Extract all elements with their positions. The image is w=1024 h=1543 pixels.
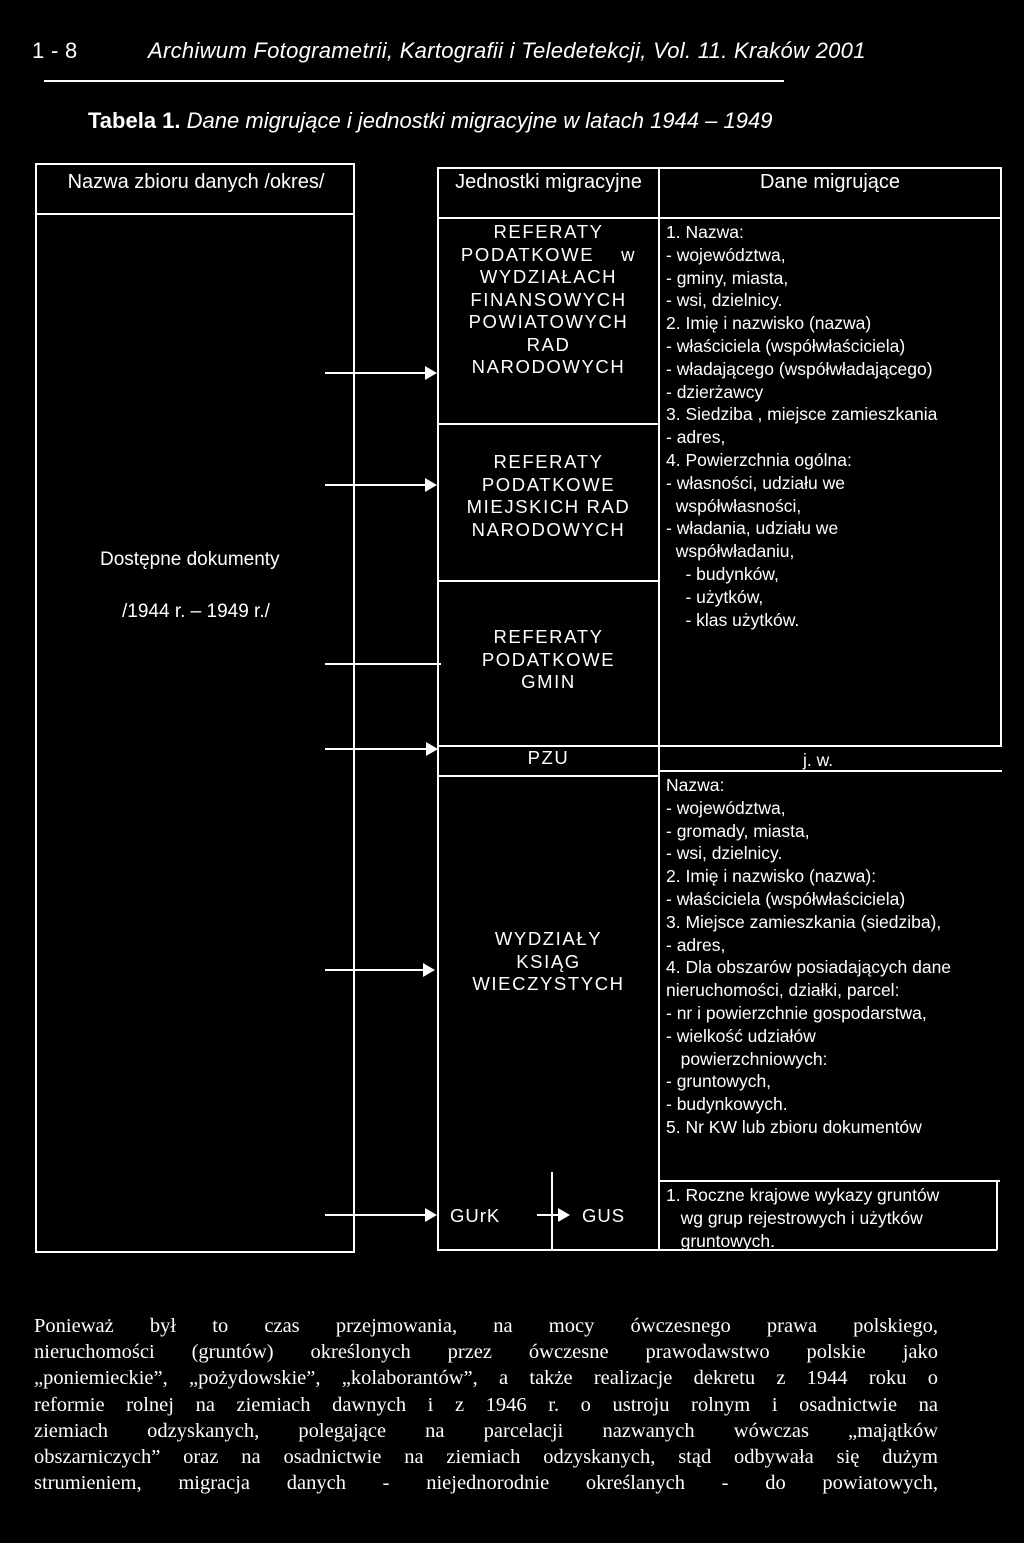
column-header-source: Nazwa zbioru danych /okres/ (67, 171, 325, 193)
arrow-to-ksiegi (325, 969, 425, 971)
column-header-units: Jednostki migracyjne (455, 171, 642, 193)
arrow-to-gminy (325, 663, 441, 665)
arrow-gurk-to-gus (537, 1214, 560, 1216)
table-title (88, 108, 772, 134)
source-period: /1944 r. – 1949 r./ (122, 601, 270, 622)
journal-citation: Archiwum Fotogrametrii, Kartografii i Teledetekcji, Vol. 11. Kraków 2001 (148, 38, 866, 63)
same-as-above: j. w. (803, 750, 834, 770)
arrow-to-gurk (325, 1214, 427, 1216)
table-caption: Dane migrujące i jednostki migracyjne w latach 1944 – 1949 (186, 108, 773, 133)
unit-powiatowe: REFERATY PODATKOWE w WYDZIAŁACH FINANSOWYCH POWIATOWYCH RAD NARODOWYCH (460, 221, 637, 377)
unit-gurk: GUrK (450, 1205, 501, 1226)
unit-gus: GUS (582, 1205, 626, 1226)
data-list-middle: Nazwa: - województwa, - gromady, miasta, - wsi, dzielnicy. 2. Imię i nazwisko (nazwa): - właściciela (współwłaściciela) 3. Miejsce zamieszkania (siedziba), - adres, 4. Dla obszarów posiadających dane nieruchomości, działki, parcel: - nr i powierzchnie gospodarstwa, - wielkość udziałów powierzchniowych: - gruntowych, - budynkowych. 5. Nr KW lub zbioru dokumentów (666, 775, 952, 1137)
arrow-to-pzu (325, 748, 428, 750)
table-label: Tabela 1. (88, 108, 181, 133)
arrow-to-miejskie (325, 484, 427, 486)
unit-pzu: PZU (527, 747, 570, 768)
unit-miejskie: REFERATY PODATKOWE MIEJSKICH RAD NARODOWYCH (466, 451, 631, 540)
data-list-upper: 1. Nazwa: - województwa, - gminy, miasta, - wsi, dzielnicy. 2. Imię i nazwisko (nazwa) - właściciela (współwłaściciela) - władającego (współwładającego) - dzierżawcy 3. Siedziba , miejsce zamieszkania - adres, 4. Powierzchnia ogólna: - własności, udziału we współwłasności, - władania, udziału we współwładaniu, - budynków, - użytków, - klas użytków. (666, 222, 938, 630)
unit-ksiegi: WYDZIAŁY KSIĄG WIECZYSTYCH (472, 928, 625, 994)
body-paragraph: Ponieważ był to czas przejmowania, na mocy ówczesnego prawa polskiego, nieruchomości (gruntów) określonych przez ówczesne prawodawstwo polskie jako „poniemieckie”, „pożydowskie”, „kolaborantów”, a także realizacje dekretu z 1944 roku o reformie rolnej na ziemiach dawnych i z 1946 r. o ustroju rolnym i osadnictwie na ziemiach odzyskanych, polegające na parcelacji nazwanych wówczas „majątków obszarniczych” oraz na osadnictwie na ziemiach odzyskanych, stąd odbywała się dużym strumieniem, migracja danych - niejednorodnie określanych - do powiatowych, (34, 1315, 938, 1495)
arrow-to-powiatowe (325, 372, 427, 374)
column-header-data: Dane migrujące (759, 171, 901, 193)
unit-gminy: REFERATY PODATKOWE GMIN (481, 626, 616, 692)
page-number: 1 - 8 (32, 38, 78, 63)
header-rule (44, 80, 784, 82)
source-documents: Dostępne dokumenty (100, 549, 280, 570)
data-list-lower: 1. Roczne krajowe wykazy gruntów wg grup rejestrowych i użytków gruntowych. (666, 1185, 940, 1251)
